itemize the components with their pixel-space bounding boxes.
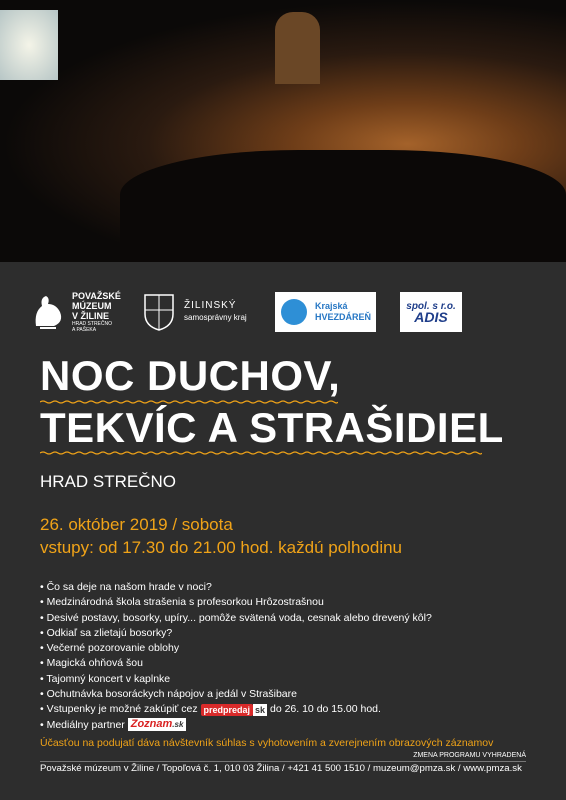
title-underline-2 (40, 451, 482, 455)
list-item: • Čo sa deje na našom hrade v noci? (40, 580, 432, 595)
predpredaj-sk: sk (255, 704, 266, 715)
event-photo (0, 0, 566, 262)
adis-line2: ADIS (414, 309, 448, 325)
partner-logos (0, 288, 566, 336)
predpredaj-logo[interactable]: predpredaj (201, 704, 254, 716)
venue: HRAD STREČNO (40, 472, 177, 491)
title-line1: NOC DUCHOV, (40, 352, 341, 399)
list-item: • Magická ohňová šou (40, 656, 432, 671)
title-underline-1 (40, 400, 338, 404)
list-item: • Ochutnávka bosoráckych nápojov a jedál v Strašibare (40, 687, 432, 702)
program-change-notice: ZMENA PROGRAMU VYHRADENÁ (413, 752, 526, 759)
footer-divider (40, 761, 526, 762)
hvezdaren-logo[interactable] (275, 292, 376, 332)
adis-logo[interactable] (400, 292, 462, 332)
entry-times: vstupy: od 17.30 do 21.00 hod. každú polhodinu (40, 538, 403, 557)
list-item: • Desivé postavy, bosorky, upíry... pomôže svätená voda, cesnak alebo drevený kôl? (40, 611, 432, 626)
pmz-sub2: A PAŠEKA (72, 327, 97, 333)
media-item (40, 718, 432, 733)
media-prefix: Mediálny partner (46, 718, 125, 731)
tickets-suffix: do 26. 10 do 15.00 hod. (269, 703, 381, 716)
crowd-silhouette (120, 150, 566, 262)
date-line: 26. október 2019 / sobota (40, 515, 233, 534)
pmz-logo[interactable] (30, 288, 121, 336)
list-item: • Tajomný koncert v kaplnke (40, 672, 432, 687)
kh-line1: Krajská (315, 301, 348, 311)
kh-line2: HVEZDÁREŇ (315, 312, 372, 322)
pmz-line2: MÚZEUM (72, 301, 112, 311)
zsk-line2: samosprávny kraj (184, 313, 247, 322)
zsk-line1: ŽILINSKÝ (184, 300, 237, 311)
pmz-sub1: HRAD STREČNO (72, 321, 113, 327)
coat-of-arms-icon (142, 292, 176, 332)
zoznam-sk: .sk (172, 720, 184, 730)
zsk-logo[interactable] (142, 288, 247, 336)
tickets-item (40, 702, 432, 717)
lit-window (0, 10, 58, 80)
planet-icon (281, 299, 307, 325)
list-item: • Medzinárodná škola strašenia s profesorkou Hrôzostrašnou (40, 595, 432, 610)
pmz-line1: POVAŽSKÉ (72, 291, 121, 301)
rooster-icon (30, 292, 66, 332)
tickets-prefix: Vstupenky je možné zakúpiť cez (46, 703, 198, 716)
adis-line1: spol. s r.o. (406, 301, 456, 312)
list-item: • Odkiaľ sa zlietajú bosorky? (40, 626, 432, 641)
zoznam-text: Zoznam (130, 718, 173, 731)
contact-footer: Považské múzeum v Žiline / Topoľová č. 1, 010 03 Žilina / +421 41 500 1510 / muzeum@pmza.sk / www.pmza.sk (40, 763, 522, 774)
title-line2: TEKVÍC A STRAŠIDIEL (40, 404, 504, 451)
event-date (40, 513, 402, 559)
consent-notice: Účasťou na podujatí dáva návštevník súhlas s vyhotovením a zverejnením obrazových záznamov (40, 737, 494, 749)
pmz-line3: V ŽILINE (72, 311, 110, 321)
program-list (40, 580, 432, 733)
zoznam-logo[interactable] (128, 718, 187, 731)
castle-door (275, 12, 320, 84)
list-item: • Večerné pozorovanie oblohy (40, 641, 432, 656)
